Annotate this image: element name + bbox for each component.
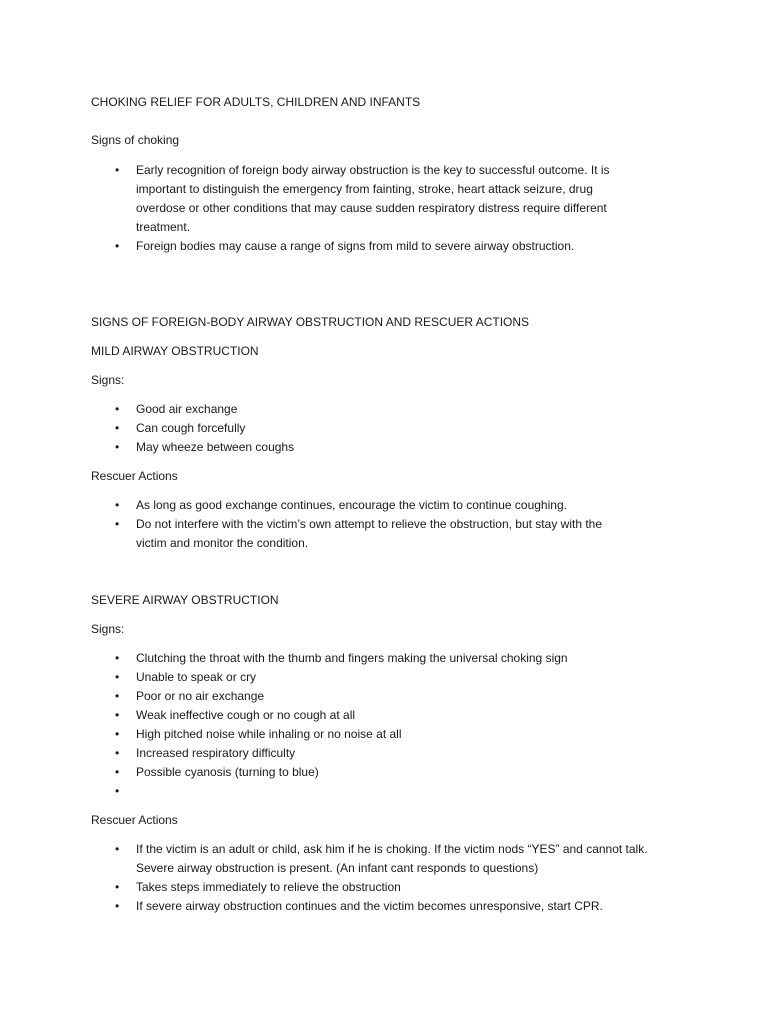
list-item-text: Do not interfere with the victim’s own attempt to relieve the obstruction, but stay with the [136,517,603,531]
list-item [91,649,691,668]
list-item-text: Good air exchange [136,402,238,416]
bullet-marker: • [115,727,120,741]
list-item-text: Weak ineffective cough or no cough at all [136,708,356,722]
list-item [91,496,691,515]
list-item-text: Possible cyanosis (turning to blue) [136,765,319,779]
bullet-marker: • [115,402,120,416]
section-heading-signs-of-fbao: SIGNS OF FOREIGN-BODY AIRWAY OBSTRUCTION AND RESCUER ACTIONS [91,315,530,329]
bullet-marker: • [115,746,120,760]
list-item-text: Can cough forcefully [136,421,246,435]
bullet-marker: • [115,239,120,253]
bullet-marker: • [115,784,120,798]
mild-signs-label: Signs: [91,373,125,387]
list-item [91,438,691,457]
section-heading-severe: SEVERE AIRWAY OBSTRUCTION [91,593,279,607]
list-item [91,744,691,763]
list-item-text: May wheeze between coughs [136,440,295,454]
severe-rescuer-actions-list [91,840,691,916]
severe-signs-label: Signs: [91,622,125,636]
bullet-marker: • [115,517,120,531]
list-item [91,400,691,419]
list-item-text: Increased respiratory difficulty [136,746,296,760]
list-item [91,840,691,878]
empty-line [136,782,691,801]
severe-signs-list [91,649,691,801]
list-item-text: treatment. [136,220,191,234]
list-item-text: Takes steps immediately to relieve the obstruction [136,880,401,894]
list-item [91,668,691,687]
list-item-text: important to distinguish the emergency from fainting, stroke, heart attack seizure, drug [136,182,593,196]
bullet-marker: • [115,765,120,779]
list-item [91,687,691,706]
list-item-text: victim and monitor the condition. [136,536,309,550]
list-item-text: Poor or no air exchange [136,689,265,703]
list-item-text: Clutching the throat with the thumb and fingers making the universal choking sign [136,651,568,665]
mild-signs-list [91,400,691,457]
list-item-text: High pitched noise while inhaling or no noise at all [136,727,402,741]
list-item [91,725,691,744]
list-item [91,897,691,916]
bullet-marker: • [115,842,120,856]
bullet-marker: • [115,670,120,684]
bullet-marker: • [115,651,120,665]
list-item-text: Unable to speak or cry [136,670,257,684]
bullet-marker: • [115,163,120,177]
list-item-text: Early recognition of foreign body airway obstruction is the key to successful outcome. It is [136,163,610,177]
bullet-marker: • [115,440,120,454]
list-item [91,419,691,438]
list-item [91,763,691,782]
list-item [91,706,691,725]
list-item [91,515,691,553]
list-item-text: Foreign bodies may cause a range of signs from mild to severe airway obstruction. [136,239,575,253]
list-item-text: Severe airway obstruction is present. (An infant cant responds to questions) [136,861,539,875]
bullet-marker: • [115,498,120,512]
bullet-marker: • [115,689,120,703]
bullet-marker: • [115,421,120,435]
list-item-text: If the victim is an adult or child, ask him if he is choking. If the victim nods “YES” and cannot talk. [136,842,648,856]
list-item [91,878,691,897]
doc-title: CHOKING RELIEF FOR ADULTS, CHILDREN AND INFANTS [91,95,421,109]
bullet-marker: • [115,899,120,913]
document-content [91,93,691,916]
mild-rescuer-actions-label: Rescuer Actions [91,469,178,483]
list-item-text: As long as good exchange continues, encourage the victim to continue coughing. [136,498,567,512]
list-item [91,782,691,801]
section-heading-signs-of-choking: Signs of choking [91,133,180,147]
list-item-text: If severe airway obstruction continues and the victim becomes unresponsive, start CPR. [136,899,603,913]
list-item [91,161,691,237]
list-item [91,237,691,256]
mild-rescuer-actions-list [91,496,691,553]
bullet-marker: • [115,880,120,894]
list-item-text: overdose or other conditions that may cause sudden respiratory distress require different [136,201,607,215]
section-heading-mild: MILD AIRWAY OBSTRUCTION [91,344,259,358]
bullet-marker: • [115,708,120,722]
severe-rescuer-actions-label: Rescuer Actions [91,813,178,827]
signs-of-choking-list [91,161,691,256]
